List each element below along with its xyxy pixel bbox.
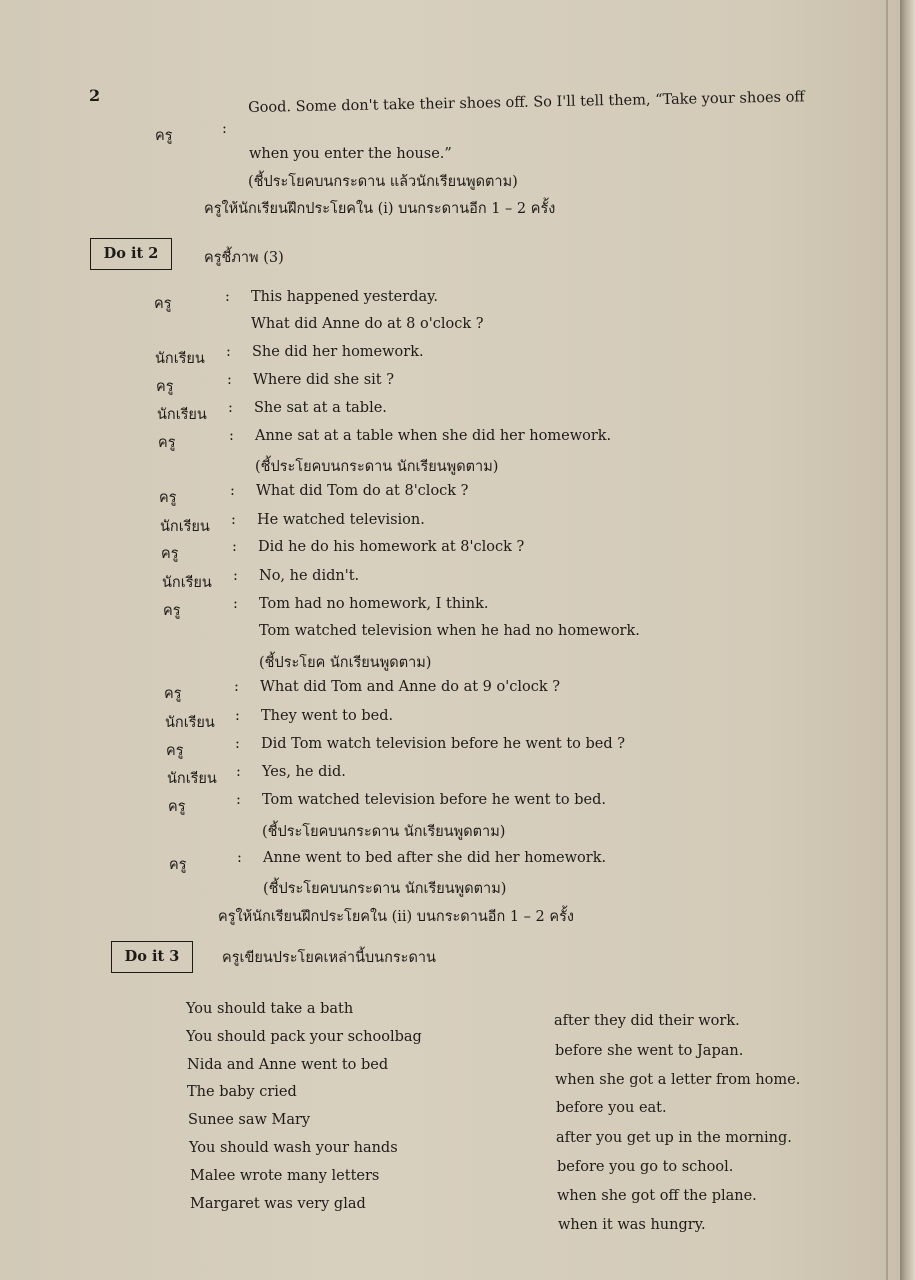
colon: : <box>230 483 235 499</box>
speaker-student: นักเรียน <box>155 351 205 367</box>
speaker-teacher: ครู <box>156 379 174 395</box>
speaker-student: นักเรียน <box>167 771 217 787</box>
sentence-end: after you get up in the morning. <box>556 1130 792 1146</box>
colon: : <box>236 792 241 808</box>
dialogue-line: She sat at a table. <box>254 400 387 416</box>
speaker-student: นักเรียน <box>162 575 212 591</box>
dialogue-line: They went to bed. <box>261 708 394 724</box>
thai-direction: (ชี้ประโยคบนกระดาน นักเรียนพูดตาม) <box>262 824 506 840</box>
speaker-teacher: ครู <box>169 857 187 873</box>
colon: : <box>228 400 233 416</box>
colon: : <box>233 568 238 584</box>
dialogue-line: Yes, he did. <box>262 764 346 780</box>
do-it-2-instruction: ครูชี้ภาพ (3) <box>204 250 284 266</box>
colon: : <box>225 289 230 305</box>
colon: : <box>231 512 236 528</box>
sentence-end: after they did their work. <box>554 1013 740 1029</box>
dialogue-line: Did he do his homework at 8'clock ? <box>258 539 525 555</box>
thai-direction: (ชี้ประโยคบนกระดาน นักเรียนพูดตาม) <box>255 459 499 475</box>
dialogue-line: What did Tom and Anne do at 9 o'clock ? <box>260 679 561 695</box>
colon: : <box>226 344 231 360</box>
speaker-student: นักเรียน <box>157 407 207 423</box>
sentence-end: before she went to Japan. <box>555 1043 744 1059</box>
dialogue-line: Where did she sit ? <box>253 372 395 388</box>
dialogue-line: Tom watched television when he had no homework. <box>259 623 640 639</box>
colon: : <box>234 679 239 695</box>
dialogue-line: Did Tom watch television before he went to bed ? <box>261 736 626 752</box>
do-it-3-instruction: ครูเขียนประโยคเหล่านี้บนกระดาน <box>222 950 436 966</box>
dialogue-line: He watched television. <box>257 512 425 528</box>
speaker-teacher: ครู <box>161 546 179 562</box>
speaker-student: นักเรียน <box>165 715 215 731</box>
colon: : <box>233 596 238 612</box>
dialogue-line: She did her homework. <box>252 344 424 360</box>
colon: : <box>229 428 234 444</box>
sentence-start: Nida and Anne went to bed <box>187 1057 389 1073</box>
colon: : <box>227 372 232 388</box>
speaker-label: ครู <box>155 128 173 144</box>
speaker-teacher: ครู <box>158 435 176 451</box>
dialogue-line: What did Tom do at 8'clock ? <box>256 483 469 499</box>
speaker-teacher: ครู <box>159 490 177 506</box>
dialogue-line: Anne sat at a table when she did her homework. <box>255 428 612 444</box>
closing-instruction: ครูให้นักเรียนฝึกประโยคใน (ii) บนกระดานอีก 1 – 2 ครั้ง <box>218 909 574 925</box>
colon: : <box>235 736 240 752</box>
dialogue-line: What did Anne do at 8 o'clock ? <box>251 316 484 332</box>
speaker-teacher: ครู <box>163 603 181 619</box>
speaker-teacher: ครู <box>154 296 172 312</box>
speaker-teacher: ครู <box>168 799 186 815</box>
sentence-start: Malee wrote many letters <box>190 1168 380 1184</box>
sentence-start: You should take a bath <box>186 1001 354 1017</box>
speaker-teacher: ครู <box>164 686 182 702</box>
dialogue-line: No, he didn't. <box>259 568 360 584</box>
dialogue-line: Good. Some don't take their shoes off. So I'll tell them, “Take your shoes off <box>248 89 805 116</box>
page-fold-line <box>886 0 888 1280</box>
sentence-end: when it was hungry. <box>558 1217 706 1233</box>
sentence-start: You should pack your schoolbag <box>186 1029 422 1045</box>
sentence-start: Margaret was very glad <box>190 1196 366 1212</box>
colon: : <box>222 121 227 137</box>
sentence-end: before you go to school. <box>557 1159 734 1175</box>
sentence-end: when she got a letter from home. <box>555 1072 801 1088</box>
sentence-end: before you eat. <box>556 1100 667 1116</box>
colon: : <box>237 850 242 866</box>
speaker-teacher: ครู <box>166 743 184 759</box>
do-it-2-box: Do it 2 <box>90 238 172 270</box>
colon: : <box>235 708 240 724</box>
thai-direction: (ชี้ประโยคบนกระดาน แล้วนักเรียนพูดตาม) <box>248 174 518 190</box>
instruction: ครูให้นักเรียนฝึกประโยคใน (i) บนกระดานอีก 1 – 2 ครั้ง <box>204 201 556 217</box>
dialogue-line: Tom had no homework, I think. <box>259 596 489 612</box>
colon: : <box>236 764 241 780</box>
speaker-student: นักเรียน <box>160 519 210 535</box>
sentence-start: Sunee saw Mary <box>188 1112 311 1128</box>
dialogue-line: This happened yesterday. <box>251 289 438 305</box>
page-number: 2 <box>89 86 101 105</box>
dialogue-line: Anne went to bed after she did her homework. <box>263 850 607 866</box>
thai-direction: (ชี้ประโยค นักเรียนพูดตาม) <box>259 655 432 671</box>
sentence-start: The baby cried <box>187 1084 297 1100</box>
do-it-3-box: Do it 3 <box>111 941 193 973</box>
sentence-start: You should wash your hands <box>189 1140 398 1156</box>
colon: : <box>232 539 237 555</box>
thai-direction: (ชี้ประโยคบนกระดาน นักเรียนพูดตาม) <box>263 881 507 897</box>
sentence-end: when she got off the plane. <box>557 1188 757 1204</box>
book-edge <box>900 0 915 1280</box>
dialogue-line: when you enter the house.” <box>249 146 452 162</box>
dialogue-line: Tom watched television before he went to bed. <box>262 792 606 808</box>
